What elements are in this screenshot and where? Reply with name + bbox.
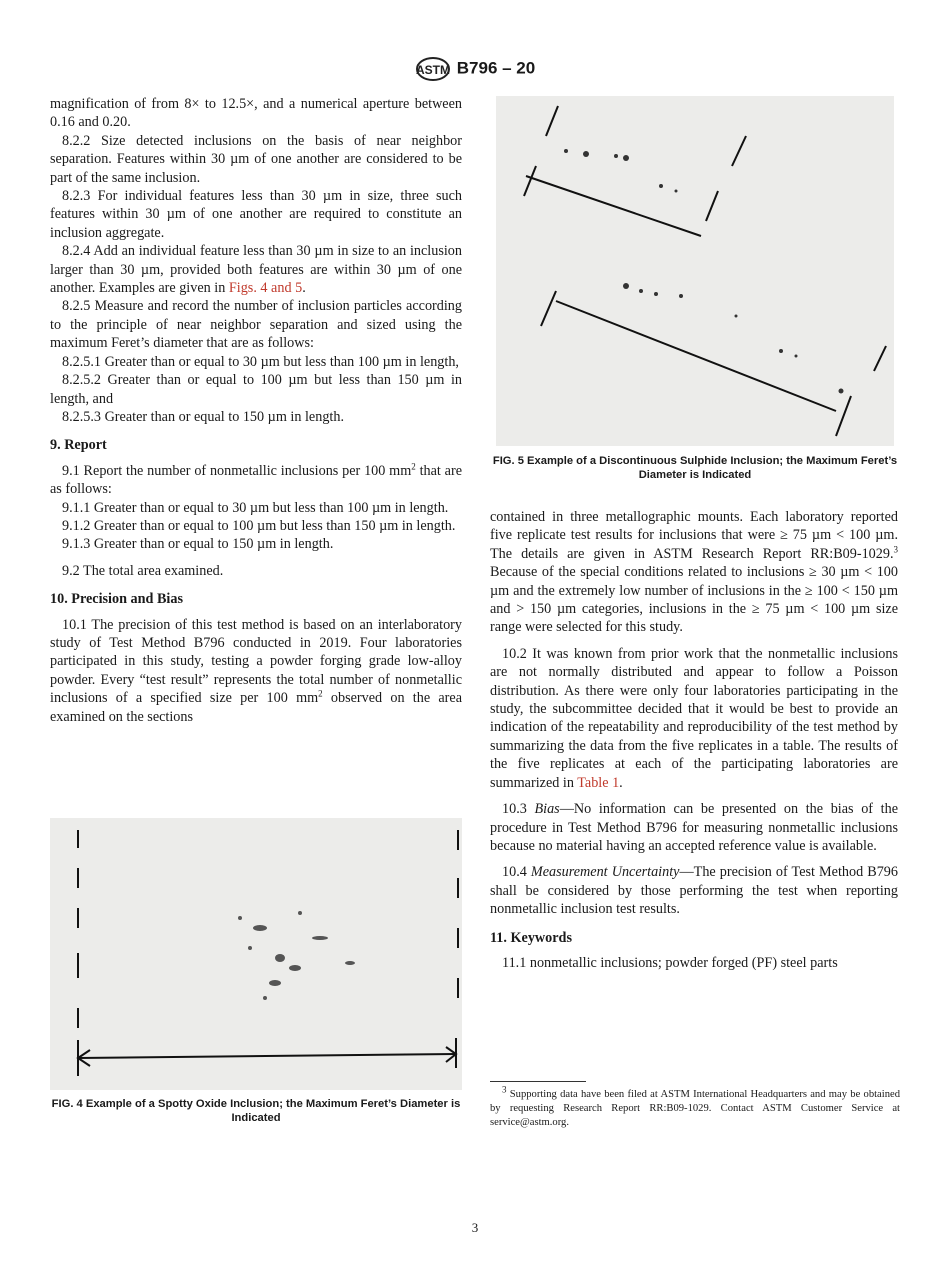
section-heading [50, 436, 462, 454]
text-run: . [302, 280, 306, 297]
figure-5-image [496, 96, 894, 446]
footnote-divider [490, 1081, 586, 1082]
text-run: —No information can be presented on the bias of the procedure in Test Method B796 for measuring nonmetallic inclusions because no material having an accepted reference value is available. [490, 801, 898, 854]
text-run: contained in three metallographic mounts. Each laboratory reported five replicate test results for inclusions that were ≥ 75 µm < 100 µm. The details are given in ASTM Research Report RR:B09-1029. [490, 509, 898, 562]
text-run: 9.1.2 Greater than or equal to 100 µm but less than 150 µm in length. [62, 517, 456, 534]
paragraph [50, 517, 462, 535]
text-run: 10.1 The precision of this test method is based on an interlaboratory study of Test Method B796 conducted in 2019. Four laboratories participated in this study, testing a powder forging grade low-alloy powder. Every “test result” represents the total number of nonmetallic inclusions of a specified size per 100 mm [50, 616, 462, 707]
paragraph [50, 535, 462, 553]
left-column [50, 95, 462, 726]
text-run: 9. Report [50, 437, 107, 454]
text-run: 9.2 The total area examined. [62, 562, 224, 579]
text-run: 10. Precision and Bias [50, 591, 183, 608]
page-header [0, 56, 950, 82]
figure-4-caption: FIG. 4 Example of a Spotty Oxide Inclusion; the Maximum Feret’s Diameter is Indicated [51, 1098, 461, 1124]
superscript: 2 [318, 688, 323, 699]
text-run: Bias [534, 801, 560, 818]
text-run: observed on the area examined on the sections [50, 690, 462, 725]
paragraph [490, 863, 898, 918]
paragraph [50, 353, 462, 371]
text-run: 9.1.3 Greater than or equal to 150 µm in length. [62, 536, 334, 553]
figure-5-caption: FIG. 5 Example of a Discontinuous Sulphide Inclusion; the Maximum Feret’s Diameter is Indicated [492, 455, 898, 481]
text-run: 10.4 [502, 864, 531, 881]
footnote-text: Supporting data have been filed at ASTM International Headquarters and may be obtained by requesting Research Report RR:B09-1029. Contact ASTM Customer Service at service@astm.org. [490, 1089, 900, 1128]
text-run: 8.2.2 Size detected inclusions on the basis of near neighbor separation. Features within 30 µm of one another are considered to be part of the same inclusion. [50, 132, 462, 186]
cross-reference-link[interactable]: Table 1 [577, 774, 620, 791]
paragraph [50, 462, 462, 499]
paragraph [490, 645, 898, 792]
inclusion-micrograph-fig5 [496, 96, 894, 446]
right-column [490, 508, 898, 972]
text-run: 8.2.5.1 Greater than or equal to 30 µm but less than 100 µm in length, [62, 353, 459, 370]
astm-logo-icon [415, 56, 451, 82]
inclusion-micrograph-fig4 [50, 818, 462, 1090]
superscript: 3 [893, 544, 898, 555]
paragraph [50, 242, 462, 297]
text-run: that are as follows: [50, 462, 462, 498]
text-run: 8.2.5 Measure and record the number of inclusion particles according to the principle of near neighbor separation and sized using the maximum Feret’s diameter that are as follows: [50, 298, 462, 352]
paragraph [50, 187, 462, 242]
figure-4-image [50, 818, 462, 1090]
text-run: Because of the special conditions related to inclusions ≥ 30 µm < 100 µm and the extremely low number of inclusions in the ≥ 100 < 150 µm and > 150 µm categories, inclusions in the ≥ 75 µm < 100 µm size range were selected for this study. [490, 564, 898, 636]
paragraph [50, 132, 462, 187]
paragraph [490, 800, 898, 855]
text-run: 9.1 Report the number of nonmetallic inclusions per 100 mm [62, 462, 412, 479]
paragraph [50, 95, 462, 132]
standard-designation: B796 – 20 [456, 58, 536, 78]
text-run: 8.2.5.2 Greater than or equal to 100 µm but less than 150 µm in length, and [50, 372, 462, 407]
text-run: 11. Keywords [490, 929, 572, 946]
paragraph [490, 508, 898, 637]
text-run: Measurement Uncertainty [530, 864, 680, 881]
text-run: magnification of from 8× to 12.5×, and a numerical aperture between 0.16 and 0.20. [50, 96, 462, 131]
text-run: 9.1.1 Greater than or equal to 30 µm but less than 100 µm in length. [62, 499, 449, 516]
text-run: 8.2.4 Add an individual feature less than 30 µm in size to an inclusion larger than 30 µm, provided both features are within 30 µm of one another. Examples are given in [50, 243, 462, 297]
text-run: 10.2 It was known from prior work that the nonmetallic inclusions are not normally distributed and appear to follow a Poisson distribution. As there were only four laboratories participating in the study, the subcommittee decided that it would be best to provide an indication of the repeatability and reproducibility of the test method by summarizing the data from the five replicates in a table. The results of the five replicates at each of the participating laboratories are summarized in [490, 645, 898, 791]
superscript: 2 [411, 460, 416, 471]
paragraph [50, 408, 462, 426]
footnote [490, 1084, 900, 1130]
paragraph [490, 954, 898, 972]
page-number: 3 [471, 1220, 479, 1235]
paragraph [50, 499, 462, 517]
svg-text:ASTM: ASTM [415, 63, 450, 77]
text-run: 8.2.5.3 Greater than or equal to 150 µm in length. [62, 408, 345, 425]
text-run: 8.2.3 For individual features less than 30 µm in size, three such features within 30 µm of one another are required to constitute an inclusion aggregate. [50, 188, 462, 241]
footnote-mark: 3 [502, 1084, 507, 1095]
cross-reference-link[interactable]: Figs. 4 and 5 [228, 280, 303, 297]
text-run: —The precision of Test Method B796 shall be considered by those performing the test when reporting nonmetallic inclusion test results. [490, 864, 898, 918]
paragraph [50, 562, 462, 580]
paragraph [50, 371, 462, 408]
section-heading [50, 590, 462, 608]
text-run: . [619, 774, 623, 791]
text-run: 11.1 nonmetallic inclusions; powder forged (PF) steel parts [502, 954, 838, 971]
text-run: 10.3 [502, 801, 535, 818]
paragraph [50, 616, 462, 726]
paragraph [50, 297, 462, 352]
section-heading [490, 929, 898, 947]
